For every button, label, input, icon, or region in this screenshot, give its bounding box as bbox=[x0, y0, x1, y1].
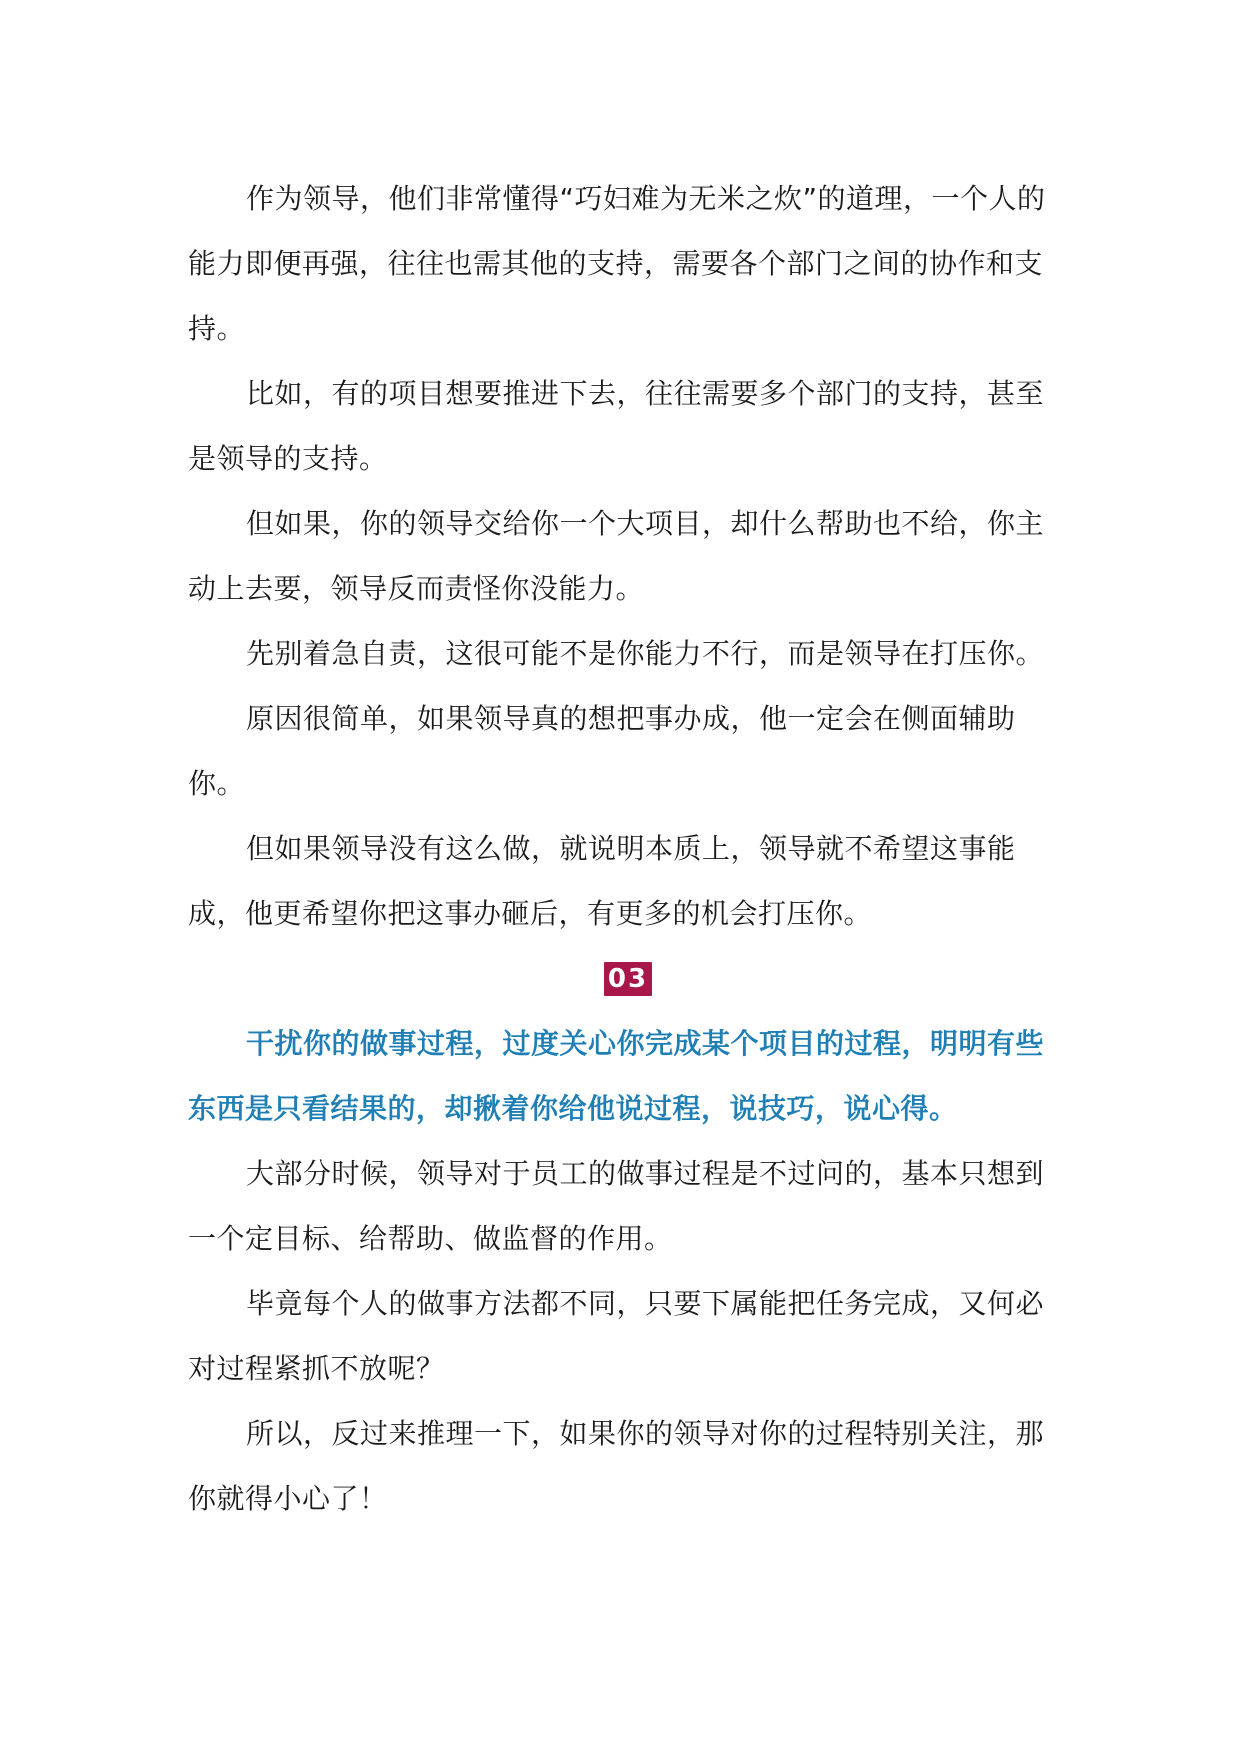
paragraph: 原因很简单，如果领导真的想把事办成，他一定会在侧面辅助你。 bbox=[188, 702, 1016, 800]
paragraph: 但如果，你的领导交给你一个大项目，却什么帮助也不给，你主动上去要，领导反而责怪你没能力。 bbox=[188, 507, 1045, 605]
paragraph: 先别着急自责，这很可能不是你能力不行，而是领导在打压你。 bbox=[246, 637, 1045, 670]
paragraph: 毕竟每个人的做事方法都不同，只要下属能把任务完成，又何必对过程紧抓不放呢？ bbox=[188, 1287, 1045, 1385]
paragraph: 所以，反过来推理一下，如果你的领导对你的过程特别关注，那你就得小心了！ bbox=[188, 1417, 1045, 1515]
article-body bbox=[188, 166, 1068, 1531]
paragraph: 大部分时候，领导对于员工的做事过程是不过问的，基本只想到一个定目标、给帮助、做监督的作用。 bbox=[188, 1157, 1045, 1255]
section-heading bbox=[188, 946, 1068, 1011]
paragraph: 但如果领导没有这么做，就说明本质上，领导就不希望这事能成，他更希望你把这事办砸后，有更多的机会打压你。 bbox=[188, 832, 1016, 930]
highlight-paragraph: 干扰你的做事过程，过度关心你完成某个项目的过程，明明有些东西是只看结果的，却揪着你给他说过程，说技巧，说心得。 bbox=[188, 1027, 1045, 1125]
paragraph: 比如，有的项目想要推进下去，往往需要多个部门的支持，甚至是领导的支持。 bbox=[188, 377, 1045, 475]
paragraph: 作为领导，他们非常懂得“巧妇难为无米之炊”的道理，一个人的能力即便再强，往往也需其他的支持，需要各个部门之间的协作和支持。 bbox=[188, 182, 1046, 345]
section-number-badge: 03 bbox=[604, 962, 652, 996]
